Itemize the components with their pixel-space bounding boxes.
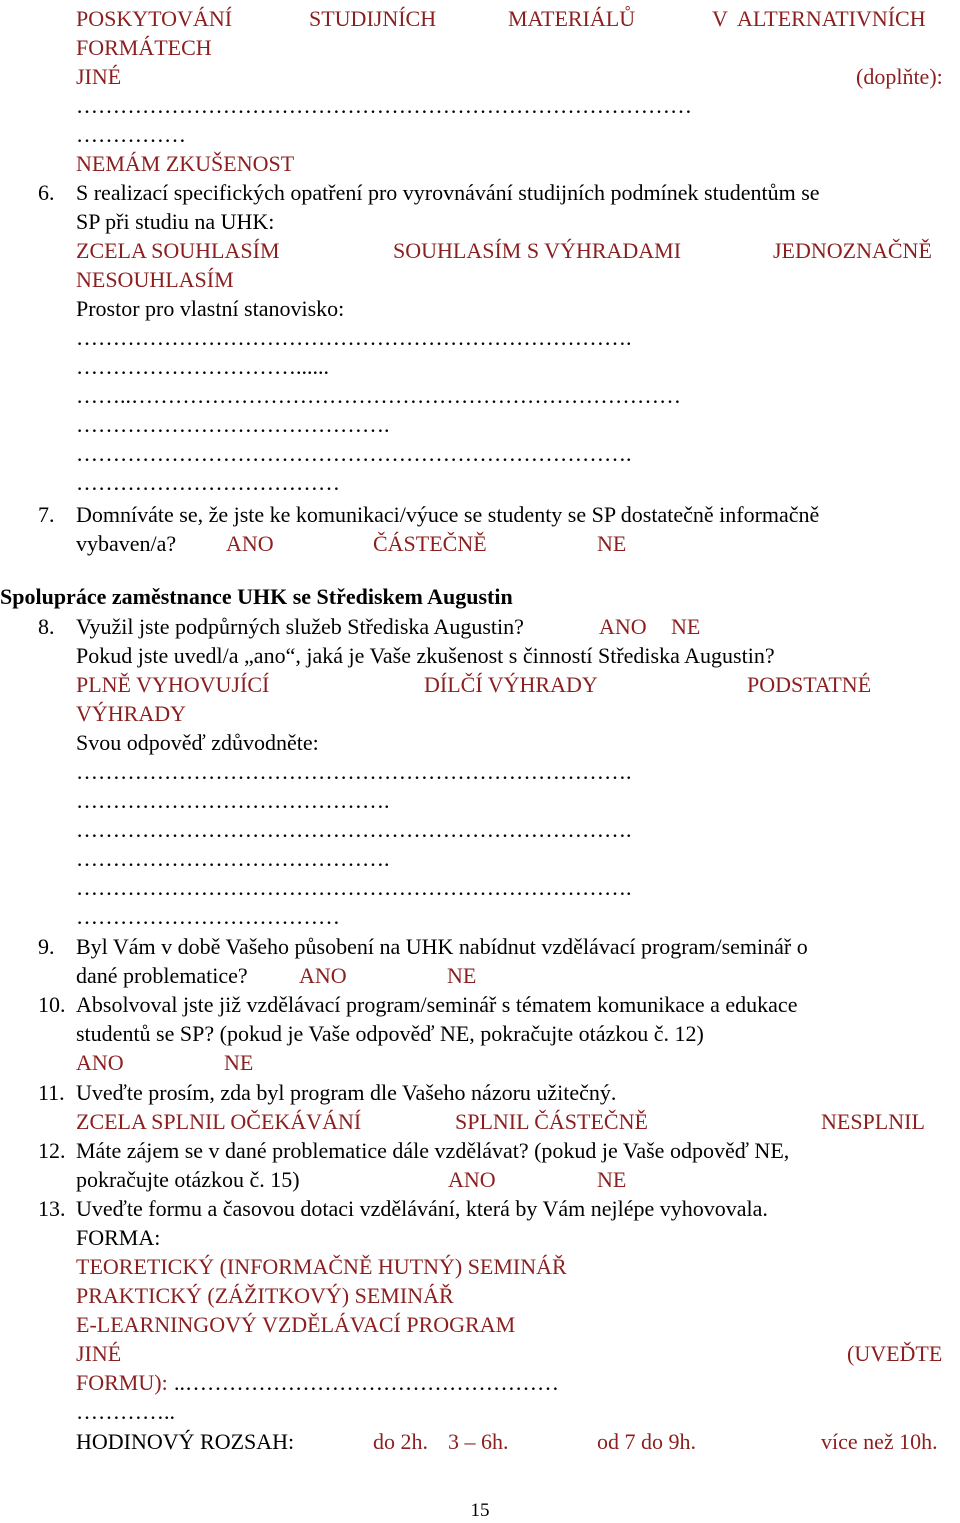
question-12-text: Máte zájem se v dané problematice dále vzdělávat? (pokud je Vaše odpověď NE, [76, 1138, 790, 1163]
q10-option-ne[interactable]: NE [224, 1050, 254, 1075]
q13-rozsah-label: HODINOVÝ ROZSAH: [76, 1429, 295, 1454]
q13-option-do-2h[interactable]: do 2h. [373, 1429, 428, 1454]
q13-option-3-6h[interactable]: 3 – 6h. [448, 1429, 509, 1454]
answer-line[interactable]: ………………………………………………………………………… [76, 93, 692, 118]
q11-option-zcela-splnil[interactable]: ZCELA SPLNIL OČEKÁVÁNÍ [76, 1109, 362, 1134]
option-poskytovani-2[interactable]: STUDIJNÍCH [309, 6, 437, 31]
q10-option-ano[interactable]: ANO [76, 1050, 124, 1075]
q8-option-ne[interactable]: NE [671, 614, 701, 639]
question-6-text: S realizací specifických opatření pro vyrovnávání studijních podmínek studentům se [76, 180, 820, 205]
option-poskytovani-6[interactable]: FORMÁTECH [76, 35, 212, 60]
question-8-text: Využil jste podpůrných služeb Střediska Augustin? [76, 614, 524, 639]
question-10-text-cont: studentů se SP? (pokud je Vaše odpověď NE, pokračujte otázkou č. 12) [76, 1021, 704, 1046]
q13-option-vice-nez-10h[interactable]: více než 10h. [821, 1429, 938, 1454]
answer-line[interactable]: ………….. [76, 1399, 175, 1424]
answer-line[interactable]: ……………………………………. [76, 846, 390, 871]
question-9-text: Byl Vám v době Vašeho působení na UHK nabídnut vzdělávací program/seminář o [76, 934, 808, 959]
q13-forma-label: FORMA: [76, 1225, 161, 1250]
answer-line[interactable]: …………………………………………………………………. [76, 817, 632, 842]
option-poskytovani-5[interactable]: ALTERNATIVNÍCH [737, 6, 926, 31]
q11-option-splnil-castecne[interactable]: SPLNIL ČÁSTEČNĚ [455, 1109, 648, 1134]
question-number-10: 10. [38, 992, 66, 1017]
page-number: 15 [470, 1500, 490, 1521]
q13-option-formu: FORMU): [76, 1370, 168, 1395]
q7-option-castecne[interactable]: ČÁSTEČNĚ [373, 531, 487, 556]
question-number-8: 8. [38, 614, 55, 639]
q6-option-zcela-souhlasim[interactable]: ZCELA SOUHLASÍM [76, 238, 280, 263]
option-poskytovani-4[interactable]: V [712, 6, 728, 31]
q13-option-7-9h[interactable]: od 7 do 9h. [597, 1429, 696, 1454]
answer-line[interactable]: …………………………...... [76, 354, 329, 379]
answer-line[interactable]: ……………………………………. [76, 412, 390, 437]
answer-line[interactable]: ..…………………………………………… [174, 1370, 559, 1395]
q13-option-prakticky[interactable]: PRAKTICKÝ (ZÁŽITKOVÝ) SEMINÁŘ [76, 1283, 454, 1308]
q9-option-ano[interactable]: ANO [299, 963, 347, 988]
q8-option-podstatne[interactable]: PODSTATNÉ [747, 672, 872, 697]
q8-option-vyhrady[interactable]: VÝHRADY [76, 701, 186, 726]
answer-line[interactable]: ……………………………………. [76, 788, 390, 813]
question-9-text-cont: dané problematice? [76, 963, 248, 988]
q9-option-ne[interactable]: NE [447, 963, 477, 988]
question-7-text: Domníváte se, že jste ke komunikaci/výuce se studenty se SP dostatečně informačně [76, 502, 820, 527]
q13-option-elearning[interactable]: E-LEARNINGOVÝ VZDĚLÁVACÍ PROGRAM [76, 1312, 516, 1337]
question-12-text-cont: pokračujte otázkou č. 15) [76, 1167, 300, 1192]
q6-prostor-label: Prostor pro vlastní stanovisko: [76, 296, 345, 321]
option-jine[interactable]: JINÉ [76, 64, 122, 89]
q7-option-ne[interactable]: NE [597, 531, 627, 556]
q6-option-nesouhlasim[interactable]: NESOUHLASÍM [76, 267, 234, 292]
answer-line[interactable]: …………………………………………………………………. [76, 875, 632, 900]
question-number-6: 6. [38, 180, 55, 205]
q8-option-ano[interactable]: ANO [599, 614, 647, 639]
option-poskytovani-3[interactable]: MATERIÁLŮ [508, 6, 636, 31]
q11-option-nesplnil[interactable]: NESPLNIL [821, 1109, 925, 1134]
question-number-13: 13. [38, 1196, 66, 1221]
q8-svou-label: Svou odpověď zdůvodněte: [76, 730, 319, 755]
question-number-7: 7. [38, 502, 55, 527]
q12-option-ano[interactable]: ANO [448, 1167, 496, 1192]
option-jine-doplnte: (doplňte): [856, 64, 943, 89]
answer-line[interactable]: …………… [76, 122, 186, 147]
question-number-11: 11. [38, 1080, 65, 1105]
question-10-text: Absolvoval jste již vzdělávací program/seminář s tématem komunikace a edukace [76, 992, 798, 1017]
answer-line[interactable]: …………………………………………………………………. [76, 325, 632, 350]
answer-line[interactable]: ……………………………… [76, 904, 340, 929]
section-heading: Spolupráce zaměstnance UHK se Střediskem Augustin [0, 584, 513, 609]
answer-line[interactable]: …………………………………………………………………. [76, 441, 632, 466]
q6-option-souhlasim-s-vyhradami[interactable]: SOUHLASÍM S VÝHRADAMI [393, 238, 682, 263]
option-poskytovani-1[interactable]: POSKYTOVÁNÍ [76, 6, 233, 31]
q13-option-uvedte: (UVEĎTE [847, 1341, 943, 1366]
q6-option-jednoznacne[interactable]: JEDNOZNAČNĚ [773, 238, 932, 263]
q8-option-dilci-vyhrady[interactable]: DÍLČÍ VÝHRADY [424, 672, 598, 697]
answer-line[interactable]: ……………………………… [76, 470, 340, 495]
answer-line[interactable]: …………………………………………………………………. [76, 759, 632, 784]
question-13-text: Uveďte formu a časovou dotaci vzdělávání, která by Vám nejlépe vyhovovala. [76, 1196, 768, 1221]
q13-option-jine[interactable]: JINÉ [76, 1341, 122, 1366]
question-6-text-cont: SP při studiu na UHK: [76, 209, 275, 234]
answer-line[interactable]: ……..………………………………………………………………… [76, 383, 681, 408]
question-number-12: 12. [38, 1138, 66, 1163]
question-7-text-cont: vybaven/a? [76, 531, 177, 556]
q13-option-teoreticky[interactable]: TEORETICKÝ (INFORMAČNĚ HUTNÝ) SEMINÁŘ [76, 1254, 567, 1279]
q8-option-plne-vyhovujici[interactable]: PLNĚ VYHOVUJÍCÍ [76, 672, 270, 697]
q7-option-ano[interactable]: ANO [226, 531, 274, 556]
question-11-text: Uveďte prosím, zda byl program dle Vašeho názoru užitečný. [76, 1080, 617, 1105]
option-nemam-zkusenost[interactable]: NEMÁM ZKUŠENOST [76, 151, 295, 176]
q12-option-ne[interactable]: NE [597, 1167, 627, 1192]
question-number-9: 9. [38, 934, 55, 959]
question-8-followup: Pokud jste uvedl/a „ano“, jaká je Vaše zkušenost s činností Střediska Augustin? [76, 643, 775, 668]
